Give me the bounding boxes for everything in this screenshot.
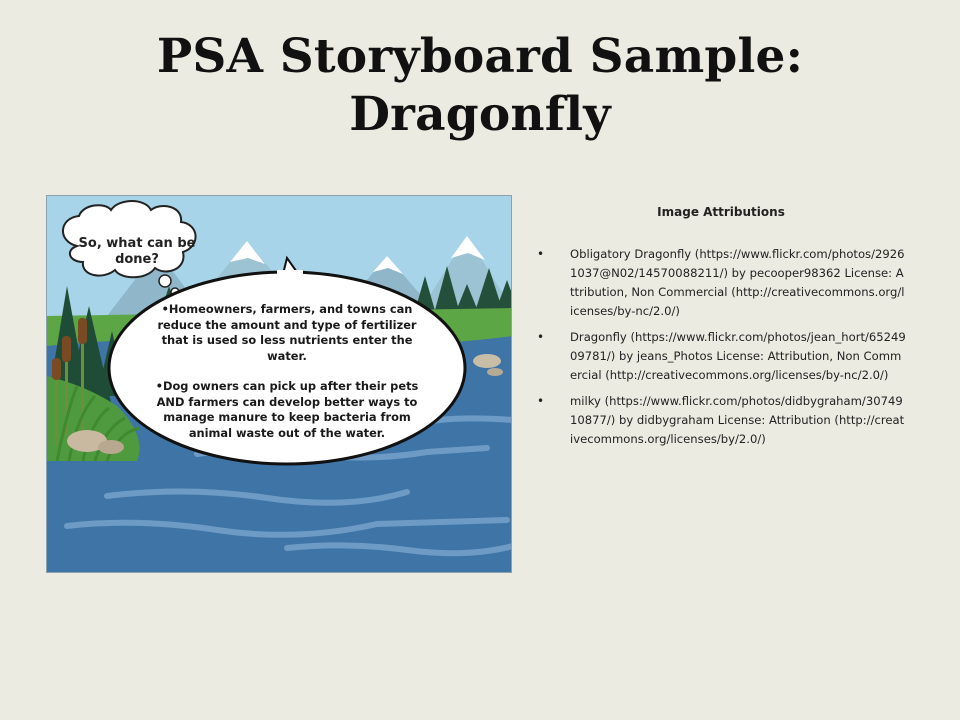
attribution-item — [535, 392, 907, 449]
speech-point-manure: •Dog owners can pick up after their pets AND farmers can develop better ways to manage manure to keep bacteria from animal waste out of the water. — [155, 379, 419, 440]
storyboard-illustration — [46, 195, 512, 573]
slide-title-line-2: Dragonfly — [349, 87, 611, 142]
speech-point-fertilizer: •Homeowners, farmers, and towns can reduce the amount and type of fertilizer that is used so less nutrients enter the water. — [157, 302, 417, 363]
slide-title-line-1: PSA Storyboard Sample: — [156, 29, 804, 84]
attributions-list — [535, 245, 907, 449]
attribution-text: milky (https://www.flickr.com/photos/didbygraham/3074910877/) by didbygraham License: Attribution (http://creativecommons.org/licenses/by/2.0/) — [570, 394, 905, 446]
attribution-text: Obligatory Dragonfly (https://www.flickr.com/photos/29261037@N02/14570088211/) by pecooper98362 License: Attribution, Non Commercial (http://creativecommons.org/licenses/by-nc/2.0/) — [570, 247, 905, 318]
thought-bubble-text: So, what can be done? — [78, 236, 196, 267]
attribution-item — [535, 245, 907, 321]
bullet-icon: • — [537, 247, 545, 261]
slide-title — [60, 28, 900, 144]
attributions-heading: Image Attributions — [657, 205, 785, 219]
bullet-icon: • — [537, 394, 545, 408]
image-attributions — [535, 200, 907, 456]
attribution-item — [535, 328, 907, 385]
bullet-icon: • — [537, 330, 545, 344]
attribution-text: Dragonfly (https://www.flickr.com/photos/jean_hort/6524909781/) by jeans_Photos License: Attribution, Non Commercial (http://creativecommons.org/licenses/by-nc/2.0/) — [570, 330, 906, 382]
speech-bubble-text — [145, 302, 429, 441]
